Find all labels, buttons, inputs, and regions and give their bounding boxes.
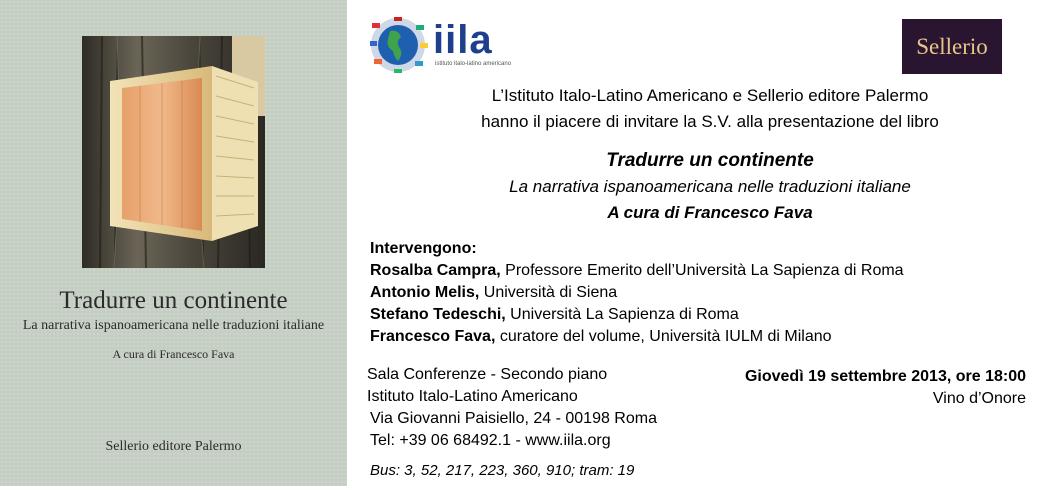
event-extra: Vino d’Onore xyxy=(932,390,1026,407)
sellerio-logo: Sellerio xyxy=(902,19,1002,74)
cover-title: Tradurre un continente xyxy=(59,287,288,314)
cover-publisher: Sellerio editore Palermo xyxy=(105,439,242,454)
book-title: Tradurre un continente xyxy=(606,150,814,171)
speaker-item: Antonio Melis, Università di Siena xyxy=(370,284,618,301)
iila-tagline: istituto italo-latino americano xyxy=(435,61,512,67)
venue-address: Via Giovanni Paisiello, 24 - 00198 Roma xyxy=(370,410,657,427)
venue-institute: Istituto Italo-Latino Americano xyxy=(367,388,578,405)
cover-artwork xyxy=(82,36,265,268)
speakers-list xyxy=(370,238,904,348)
invite-line-1: L’Istituto Italo-Latino Americano e Sellerio editore Palermo xyxy=(491,86,929,105)
book-cover xyxy=(0,0,347,486)
venue-info xyxy=(367,364,657,452)
bus-info: Bus: 3, 52, 217, 223, 360, 910; tram: 19 xyxy=(370,462,635,479)
venue-contact: Tel: +39 06 68492.1 - www.iila.org xyxy=(370,432,611,449)
cover-editor: A cura di Francesco Fava xyxy=(112,347,235,361)
book-editor: A cura di Francesco Fava xyxy=(607,203,813,222)
globe-icon xyxy=(368,17,430,73)
event-date-block xyxy=(745,366,1026,410)
speaker-item: Francesco Fava, curatore del volume, Università IULM di Milano xyxy=(370,328,832,345)
event-date: Giovedì 19 settembre 2013, ore 18:00 xyxy=(744,368,1026,385)
cover-subtitle: La narrativa ispanoamericana nelle traduzioni italiane xyxy=(22,318,325,333)
speaker-item: Rosalba Campra, Professore Emerito dell’Università La Sapienza di Roma xyxy=(370,262,904,279)
venue-room: Sala Conferenze - Secondo piano xyxy=(367,366,608,383)
invite-line-2: hanno il piacere di invitare la S.V. alla presentazione del libro xyxy=(481,112,939,131)
iila-wordmark: iila xyxy=(433,18,493,62)
speakers-heading: Intervengono: xyxy=(370,240,477,257)
book-subtitle: La narrativa ispanoamericana nelle traduzioni italiane xyxy=(509,177,911,196)
speaker-item: Stefano Tedeschi, Università La Sapienza di Roma xyxy=(370,306,739,323)
